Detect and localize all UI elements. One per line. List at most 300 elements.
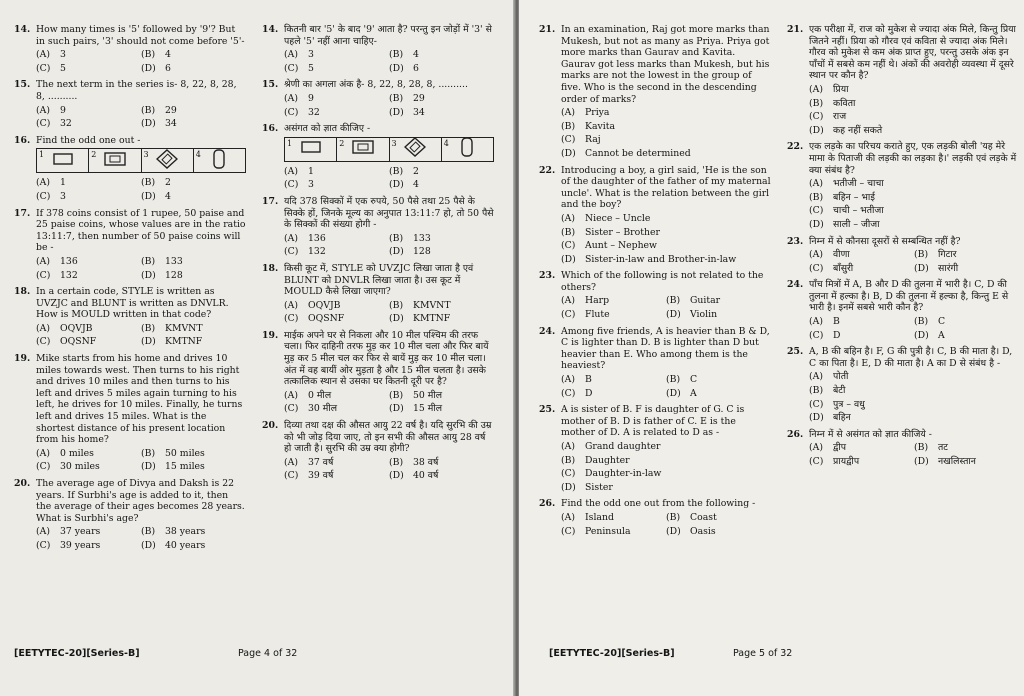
option-text: 30 miles — [60, 461, 100, 473]
option-letter: (C) — [561, 468, 576, 480]
option-text: 1 — [60, 177, 66, 189]
option-letter: (B) — [809, 385, 824, 397]
question-25 — [787, 346, 1019, 425]
option-letter: (C) — [36, 62, 51, 74]
option-letter: (B) — [914, 442, 929, 454]
option-text: KMTNF — [165, 336, 203, 348]
question-text: कितनी बार '5' के बाद '9' आता है? परन्तु इन जोड़ों में '3' से पहले '5' नहीं आना चाहिए- — [284, 24, 492, 47]
option-letter: (A) — [561, 212, 575, 224]
option-item — [141, 62, 246, 76]
question-14 — [14, 24, 246, 75]
option-item — [809, 441, 914, 455]
question-body — [284, 263, 494, 326]
question-text: असंगत को ज्ञात कीजिए - — [284, 123, 371, 135]
option-letter: (D) — [914, 329, 929, 341]
option-item — [561, 253, 771, 267]
option-letter: (B) — [561, 120, 576, 132]
option-letter: (C) — [284, 62, 299, 74]
option-text: Harp — [585, 295, 610, 307]
option-item — [389, 245, 494, 259]
option-text: कविता — [833, 97, 856, 109]
option-item — [141, 117, 246, 131]
option-text: 4 — [413, 179, 419, 191]
question-text: एक परीक्षा में, राज को मुकेश से ज्यादा अंक मिले, किन्तु प्रिया जितने नहीं। प्रिया को गौरव एवं कविता से ज्यादा अंक मिले। गौरव को मुकेश से कम अंक प्राप्त हुए, परन्तु उसके अंक इन पाँचों में सबसे कम नहीं थे। अंकों की अवरोही व्यवस्था में दूसरे स्थान पर कौन है? — [809, 24, 1016, 82]
option-letter: (B) — [389, 456, 404, 468]
option-letter: (C) — [284, 106, 299, 118]
question-16 — [262, 123, 494, 192]
option-item — [914, 262, 1019, 276]
option-item — [36, 525, 141, 539]
options — [809, 83, 1019, 137]
question-16 — [14, 135, 246, 204]
option-letter: (B) — [561, 454, 576, 466]
option-text: 1 — [308, 165, 314, 177]
option-item — [284, 92, 389, 106]
option-text: 6 — [413, 62, 419, 74]
option-item — [666, 511, 771, 525]
option-text: Niece – Uncle — [585, 212, 651, 224]
options — [809, 177, 1019, 231]
option-item — [141, 525, 246, 539]
question-22 — [787, 141, 1019, 231]
option-letter: (D) — [914, 456, 929, 467]
option-letter: (B) — [389, 232, 404, 244]
option-item — [36, 460, 141, 474]
option-letter: (C) — [284, 403, 299, 415]
option-text: 39 years — [60, 539, 101, 551]
question-21 — [539, 24, 771, 161]
question-text: दिव्या तथा दक्ष की औसत आयु 22 वर्ष है। यदि सुरभि की उम्र को भी जोड़ दिया जाए, तो इन सभी की औसत आयु 28 वर्ष हो जाती है। सुरभि की उम्र क्या होगी? — [284, 420, 492, 455]
options — [561, 440, 771, 494]
question-body — [809, 429, 1019, 469]
option-text: 3 — [308, 179, 314, 191]
question-text: श्रेणी का अगला अंक है- 8, 22, 8, 28, 8, .......... — [284, 79, 468, 91]
question-body — [36, 79, 246, 130]
option-text: D — [585, 387, 593, 399]
option-item — [809, 177, 1019, 191]
question-15 — [14, 79, 246, 130]
option-text: बहिन — [833, 412, 851, 424]
page-number: Page 5 of 32 — [733, 648, 793, 659]
question-text: In an examination, Raj got more marks than Mukesh, but not as many as Priya. Priya got more marks than Gaurav and Kavita. Gaurav got less marks than Mukesh, but his marks are not the lowest in the group of five. Who is the second in the descending order of marks? — [561, 24, 770, 105]
option-text: Guitar — [690, 295, 721, 307]
question-26 — [539, 498, 771, 538]
option-text: A — [690, 387, 697, 399]
question-text: Find the odd one out - — [36, 134, 141, 146]
figure-cell — [337, 138, 389, 161]
option-item — [284, 469, 389, 483]
option-letter: (C) — [284, 313, 299, 325]
option-item — [284, 245, 389, 259]
option-letter: (A) — [284, 92, 298, 104]
question-text: माईक अपने घर से निकला और 10 मील पश्चिम की तरफ चला। फिर दाहिनी तरफ मुड़ कर 10 मील चला और फिर बायें मुड़ कर 5 मील चल कर फिर से बायें मुड़ कर 10 मील चला। अंत में वह बायीं ओर मुड़ता है और 15 मील चलता है। उसके तत्कालिक स्थान से उसका घर कितनी दूरी पर है? — [284, 329, 489, 388]
option-text: KMVNT — [165, 322, 203, 334]
question-number: 20. — [14, 478, 31, 489]
option-item — [561, 387, 666, 401]
option-letter: (C) — [809, 398, 824, 410]
option-text: B — [585, 374, 592, 386]
question-number: 18. — [14, 286, 31, 298]
option-item — [809, 204, 1019, 218]
option-letter: (A) — [284, 49, 298, 61]
option-letter: (D) — [561, 147, 576, 159]
question-18 — [14, 286, 246, 349]
option-text: 136 — [60, 255, 78, 267]
option-item — [666, 525, 771, 539]
figure-number: 2 — [339, 138, 345, 148]
question-text: यदि 378 सिक्कों में एक रुपये, 50 पैसे तथा 25 पैसे के सिक्के हों, जिनके मूल्य का अनुपात 13:11:7 हो, तो 50 पैसे के सिक्कों की संख्या होगी - — [284, 195, 494, 231]
figure-number: 4 — [443, 138, 449, 148]
question-23 — [787, 236, 1019, 276]
option-item — [284, 178, 389, 192]
option-letter: (A) — [284, 299, 298, 311]
option-text: 34 — [165, 118, 177, 130]
option-letter: (D) — [141, 269, 156, 281]
option-text: OQSNF — [308, 313, 345, 325]
option-letter: (C) — [809, 111, 824, 123]
option-letter: (B) — [666, 374, 681, 386]
option-item — [389, 402, 494, 416]
question-text: If 378 coins consist of 1 rupee, 50 paise and 25 paise coins, whose values are in the ratio 13:11:7, then number of 50 paise coins will be - — [36, 207, 246, 254]
option-letter: (D) — [809, 412, 824, 424]
option-item — [141, 255, 246, 269]
question-25 — [539, 404, 771, 494]
option-text: प्रायद्वीप — [833, 456, 860, 467]
option-letter: (D) — [141, 190, 156, 202]
question-number: 24. — [539, 325, 556, 337]
option-item — [914, 248, 1019, 262]
question-number: 21. — [787, 24, 804, 35]
option-letter: (B) — [809, 97, 824, 109]
option-letter: (D) — [141, 62, 156, 74]
question-text: In a certain code, STYLE is written as UVZJC and BLUNT is written as DNVLR. How is MOULD written in that code? — [36, 286, 229, 321]
option-item — [809, 370, 1019, 384]
question-body — [561, 498, 771, 538]
option-text: 40 वर्ष — [413, 470, 439, 482]
option-item — [141, 176, 246, 190]
option-item — [389, 312, 494, 326]
option-text: KMTNF — [413, 313, 451, 325]
option-text: C — [690, 374, 698, 386]
option-letter: (A) — [809, 371, 823, 383]
option-item — [914, 441, 1019, 455]
question-15 — [262, 79, 494, 119]
option-letter: (A) — [284, 232, 298, 244]
option-item — [389, 232, 494, 246]
option-letter: (D) — [141, 539, 156, 551]
question-text: How many times is '5' followed by '9'? But in such pairs, '3' should not come before '5'- — [36, 24, 245, 47]
option-text: प्रिया — [833, 83, 849, 95]
option-item — [284, 62, 389, 76]
option-text: वीणा — [833, 249, 850, 261]
figure-shape-icon — [352, 140, 374, 158]
option-item — [36, 104, 141, 118]
option-item — [36, 117, 141, 131]
option-item — [36, 62, 141, 76]
figure-number: 3 — [143, 150, 149, 160]
option-item — [561, 120, 771, 134]
option-text: Peninsula — [585, 525, 631, 537]
option-item — [561, 525, 666, 539]
question-text: Which of the following is not related to the others? — [561, 270, 764, 293]
option-text: 2 — [165, 177, 171, 189]
options — [284, 456, 494, 483]
english-column — [539, 24, 771, 542]
question-body — [284, 196, 494, 259]
question-text: पाँच मित्रों में A, B और D की तुलना में भारी है। C, D की तुलना में हल्का है। B, D की तुलना में हल्का है, किन्तु E से भारी है। इनमें सबसे भारी कौन है? — [809, 279, 1009, 314]
option-text: 29 — [413, 92, 425, 104]
figure-number: 1 — [39, 150, 45, 160]
option-text: C — [938, 316, 946, 328]
question-17 — [14, 208, 246, 283]
option-item — [561, 511, 666, 525]
question-body — [809, 141, 1019, 231]
option-text: 34 — [413, 106, 425, 118]
option-text: Priya — [585, 107, 610, 119]
option-item — [809, 315, 914, 329]
option-text: 5 — [308, 62, 314, 74]
option-letter: (D) — [666, 309, 681, 321]
option-letter: (B) — [141, 447, 156, 459]
option-text: Coast — [690, 511, 717, 523]
option-letter: (B) — [389, 92, 404, 104]
option-item — [809, 110, 1019, 124]
option-text: 128 — [165, 269, 183, 281]
option-text: OQSNF — [60, 336, 97, 348]
question-number: 19. — [262, 329, 279, 341]
question-body — [809, 346, 1019, 425]
option-letter: (D) — [389, 106, 404, 118]
option-item — [389, 469, 494, 483]
options — [36, 255, 246, 282]
option-text: Oasis — [690, 525, 716, 537]
question-text: A, B की बहिन है। F, G की पुत्री है। C, B की माता है। D, C का पिता है। E, D की माता है। A का D से संबंध है - — [809, 346, 1013, 369]
option-letter: (B) — [389, 49, 404, 61]
option-text: भतीजी – चाचा — [833, 178, 884, 190]
option-letter: (A) — [561, 441, 575, 452]
question-body — [561, 326, 771, 401]
option-text: 133 — [413, 232, 431, 244]
option-text: Island — [585, 511, 614, 523]
option-item — [141, 104, 246, 118]
question-14 — [262, 24, 494, 75]
option-text: Raj — [585, 134, 601, 146]
option-item — [914, 455, 1019, 469]
option-text: 39 वर्ष — [308, 470, 334, 482]
option-item — [36, 539, 141, 553]
question-body — [36, 24, 246, 75]
hindi-column — [787, 24, 1019, 473]
option-item — [561, 226, 771, 240]
option-letter: (A) — [284, 456, 298, 468]
option-letter: (D) — [809, 124, 824, 136]
option-text: 0 miles — [60, 447, 94, 459]
option-text: 6 — [165, 62, 171, 74]
question-number: 23. — [787, 235, 804, 247]
option-item — [389, 48, 494, 62]
options — [284, 299, 494, 326]
option-item — [809, 384, 1019, 398]
option-letter: (B) — [389, 299, 404, 311]
footer-code: [EETYTEC-20][Series-B] — [549, 648, 675, 659]
question-17 — [262, 196, 494, 259]
option-letter: (D) — [389, 246, 404, 258]
option-item — [36, 269, 141, 283]
option-text: 3 — [60, 190, 66, 202]
option-letter: (B) — [666, 511, 681, 523]
options — [36, 104, 246, 131]
option-letter: (D) — [389, 62, 404, 74]
question-body — [284, 330, 494, 416]
question-number: 25. — [539, 404, 556, 416]
question-19 — [14, 353, 246, 474]
option-text: Sister – Brother — [585, 226, 660, 238]
option-item — [141, 269, 246, 283]
question-text: Mike starts from his home and drives 10 miles towards west. Then turns to his right and drives 10 miles and then turns to his left and drives 5 miles again turning to his left, he drives for 10 miles. Finally, he turns left and drives 15 miles. What is the shortest distance of his present location from his home? — [36, 353, 243, 446]
footer-code: [EETYTEC-20][Series-B] — [14, 648, 140, 659]
option-text: 30 मील — [308, 403, 338, 415]
option-item — [389, 92, 494, 106]
options — [561, 294, 771, 321]
figure-cell — [142, 149, 194, 172]
question-text: Find the odd one out from the following - — [561, 498, 756, 510]
option-text: नखलिस्तान — [938, 456, 976, 467]
option-text: Flute — [585, 309, 610, 321]
question-text: The average age of Divya and Daksh is 22 years. If Surbhi's age is added to it, then the average of their ages becomes 28 years. What is Surbhi's age? — [36, 478, 245, 524]
option-letter: (B) — [809, 191, 824, 203]
question-number: 22. — [787, 141, 804, 153]
option-letter: (A) — [561, 374, 575, 386]
option-item — [561, 454, 771, 468]
option-text: गिटार — [938, 249, 957, 261]
question-number: 15. — [262, 79, 279, 91]
figure-cell — [89, 149, 141, 172]
option-letter: (A) — [36, 526, 50, 538]
page-5 — [519, 0, 1024, 696]
question-text: A is sister of B. F is daughter of G. C is mother of B. D is father of C. E is the mother of D. A is related to D as - — [561, 404, 745, 439]
option-item — [561, 440, 771, 454]
question-number: 17. — [14, 207, 31, 219]
option-letter: (A) — [809, 178, 823, 190]
option-item — [284, 48, 389, 62]
question-body — [561, 165, 771, 267]
option-letter: (A) — [36, 447, 50, 459]
option-item — [809, 455, 914, 469]
question-number: 15. — [14, 79, 31, 91]
question-number: 26. — [539, 498, 556, 510]
option-letter: (C) — [809, 205, 824, 217]
option-letter: (B) — [914, 316, 929, 328]
option-item — [389, 456, 494, 470]
option-text: 32 — [308, 106, 320, 118]
option-item — [284, 106, 389, 120]
figure-number: 1 — [287, 138, 293, 148]
question-text: निम्न में से असंगत को ज्ञात कीजिये - — [809, 428, 932, 440]
option-letter: (C) — [284, 470, 299, 482]
option-text: 29 — [165, 104, 177, 116]
option-item — [36, 322, 141, 336]
question-body — [561, 404, 771, 494]
question-text: Among five friends, A is heavier than B & D, C is lighter than D. B is lighter than D but heavier than E. Who among them is the heaviest? — [561, 325, 770, 372]
question-22 — [539, 165, 771, 267]
question-number: 19. — [14, 353, 31, 365]
option-item — [36, 255, 141, 269]
figure-number: 4 — [195, 150, 201, 160]
option-letter: (D) — [389, 403, 404, 415]
option-item — [284, 312, 389, 326]
option-item — [141, 322, 246, 336]
option-item — [561, 481, 771, 495]
option-letter: (D) — [389, 470, 404, 482]
option-text: 32 — [60, 118, 72, 130]
option-letter: (B) — [141, 526, 156, 538]
question-number: 20. — [262, 420, 279, 432]
option-text: 132 — [308, 246, 326, 258]
option-text: Grand daughter — [585, 441, 661, 452]
options — [36, 447, 246, 474]
options — [284, 232, 494, 259]
option-letter: (A) — [809, 249, 823, 261]
option-item — [666, 373, 771, 387]
option-item — [561, 133, 771, 147]
option-letter: (C) — [561, 309, 576, 321]
question-number: 16. — [14, 134, 31, 146]
option-text: 38 years — [165, 526, 206, 538]
option-text: 9 — [60, 104, 66, 116]
option-letter: (A) — [561, 511, 575, 523]
option-text: 2 — [413, 165, 419, 177]
figure-number: 2 — [91, 150, 97, 160]
option-item — [389, 165, 494, 179]
option-text: Sister-in-law and Brother-in-law — [585, 253, 737, 265]
figure-cell — [285, 138, 337, 161]
question-body — [36, 478, 246, 553]
options — [36, 176, 246, 203]
question-number: 16. — [262, 123, 279, 135]
option-item — [561, 373, 666, 387]
option-letter: (C) — [284, 246, 299, 258]
option-text: 4 — [413, 49, 419, 61]
question-body — [284, 123, 494, 192]
figure-cell — [37, 149, 89, 172]
question-number: 18. — [262, 262, 279, 274]
figure-shape-icon — [156, 149, 178, 173]
option-item — [914, 329, 1019, 343]
option-item — [389, 389, 494, 403]
option-text: 3 — [60, 49, 66, 61]
question-number: 23. — [539, 270, 556, 282]
question-body — [36, 135, 246, 204]
question-number: 17. — [262, 195, 279, 207]
option-text: 40 years — [165, 539, 206, 551]
option-text: चाची – भतीजा — [833, 205, 884, 217]
option-item — [389, 178, 494, 192]
option-letter: (C) — [36, 539, 51, 551]
option-text: राज — [833, 111, 847, 123]
option-text: 15 मील — [413, 403, 443, 415]
option-letter: (C) — [809, 456, 824, 467]
option-text: 37 years — [60, 526, 101, 538]
question-number: 21. — [539, 24, 556, 35]
option-letter: (D) — [389, 313, 404, 325]
question-number: 26. — [787, 428, 804, 440]
question-body — [36, 286, 246, 349]
option-text: Kavita — [585, 120, 615, 132]
option-letter: (A) — [809, 442, 823, 454]
option-letter: (D) — [141, 461, 156, 473]
option-text: साली – जीजा — [833, 218, 880, 230]
option-text: 3 — [308, 49, 314, 61]
